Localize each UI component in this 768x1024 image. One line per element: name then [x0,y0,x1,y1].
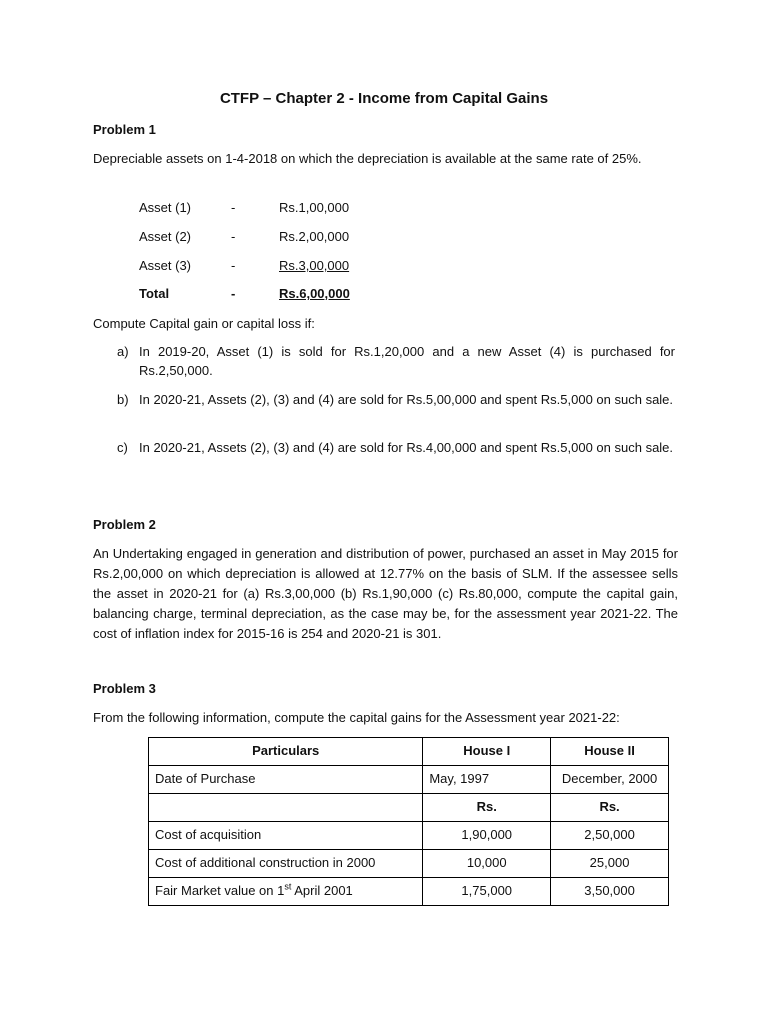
asset-row [139,227,439,246]
asset-total-value: Rs.6,00,000 [279,286,350,301]
asset-value: Rs.3,00,000 [279,258,350,273]
fmv-label-pre: Fair Market value on 1 [155,883,285,898]
problem-1-intro: Depreciable assets on 1-4-2018 on which the depreciation is available at the same rate of 25%. [93,151,642,166]
list-marker: b) [117,392,129,407]
table-row [149,878,669,906]
house-1-value: 1,75,000 [423,878,551,906]
asset-dash: - [231,286,236,301]
list-marker: c) [117,440,128,455]
asset-dash: - [231,229,236,244]
problem-2-heading: Problem 2 [93,517,156,532]
row-label [149,878,423,906]
header-house-2: House II [551,738,669,766]
row-label: Cost of acquisition [149,822,423,850]
list-text: In 2019-20, Asset (1) is sold for Rs.1,20,000 and a new Asset (4) is purchased for Rs.2,50,000. [139,344,675,378]
header-house-1: House I [423,738,551,766]
asset-value: Rs.1,00,000 [279,200,350,215]
asset-name: Asset (1) [139,200,192,215]
house-1-value: May, 1997 [423,766,551,794]
table-row [149,794,669,822]
problem-1-heading: Problem 1 [93,122,156,137]
asset-total-label: Total [139,286,170,301]
house-2-value: December, 2000 [551,766,669,794]
row-label [149,794,423,822]
asset-name: Asset (3) [139,258,192,273]
list-text: In 2020-21, Assets (2), (3) and (4) are sold for Rs.5,00,000 and spent Rs.5,000 on such sale. [139,392,674,407]
fmv-label-sup: st [284,881,292,892]
house-2-value: 25,000 [551,850,669,878]
list-text: In 2020-21, Assets (2), (3) and (4) are sold for Rs.4,00,000 and spent Rs.5,000 on such sale. [139,440,674,455]
table-row [149,766,669,794]
page-title: CTFP – Chapter 2 - Income from Capital Gains [219,90,549,107]
table-header-row [149,738,669,766]
asset-row [139,198,439,217]
problem-2-text: An Undertaking engaged in generation and distribution of power, purchased an asset in May 2015 for Rs.2,00,000 on which depreciation is allowed at 12.77% on the basis of SLM. If the assessee sells the asset in 2020-21 for (a) Rs.3,00,000 (b) Rs.1,90,000 (c) Rs.80,000, compute the capital gain, balancing charge, terminal depreciation, as the case may be, for the assessment year 2021-22. The cost of inflation index for 2015-16 is 254 and 2020-21 is 301. [93,546,678,641]
asset-row [139,256,439,275]
house-1-value: 10,000 [423,850,551,878]
header-particulars: Particulars [149,738,423,766]
house-2-unit: Rs. [551,794,669,822]
problem-3-intro: From the following information, compute the capital gains for the Assessment year 2021-22: [93,710,620,725]
table-row [149,850,669,878]
asset-value: Rs.2,00,000 [279,229,350,244]
problem-3-heading: Problem 3 [93,681,156,696]
list-marker: a) [117,344,129,359]
row-label: Date of Purchase [149,766,423,794]
asset-name: Asset (2) [139,229,192,244]
table-row [149,822,669,850]
house-1-unit: Rs. [423,794,551,822]
house-1-value: 1,90,000 [423,822,551,850]
capital-gains-table [148,737,669,906]
house-2-value: 3,50,000 [551,878,669,906]
asset-dash: - [231,258,236,273]
asset-dash: - [231,200,236,215]
row-label: Cost of additional construction in 2000 [149,850,423,878]
house-2-value: 2,50,000 [551,822,669,850]
asset-total-row [139,284,439,303]
fmv-label-post: April 2001 [291,883,353,898]
problem-1-compute: Compute Capital gain or capital loss if: [93,316,315,331]
